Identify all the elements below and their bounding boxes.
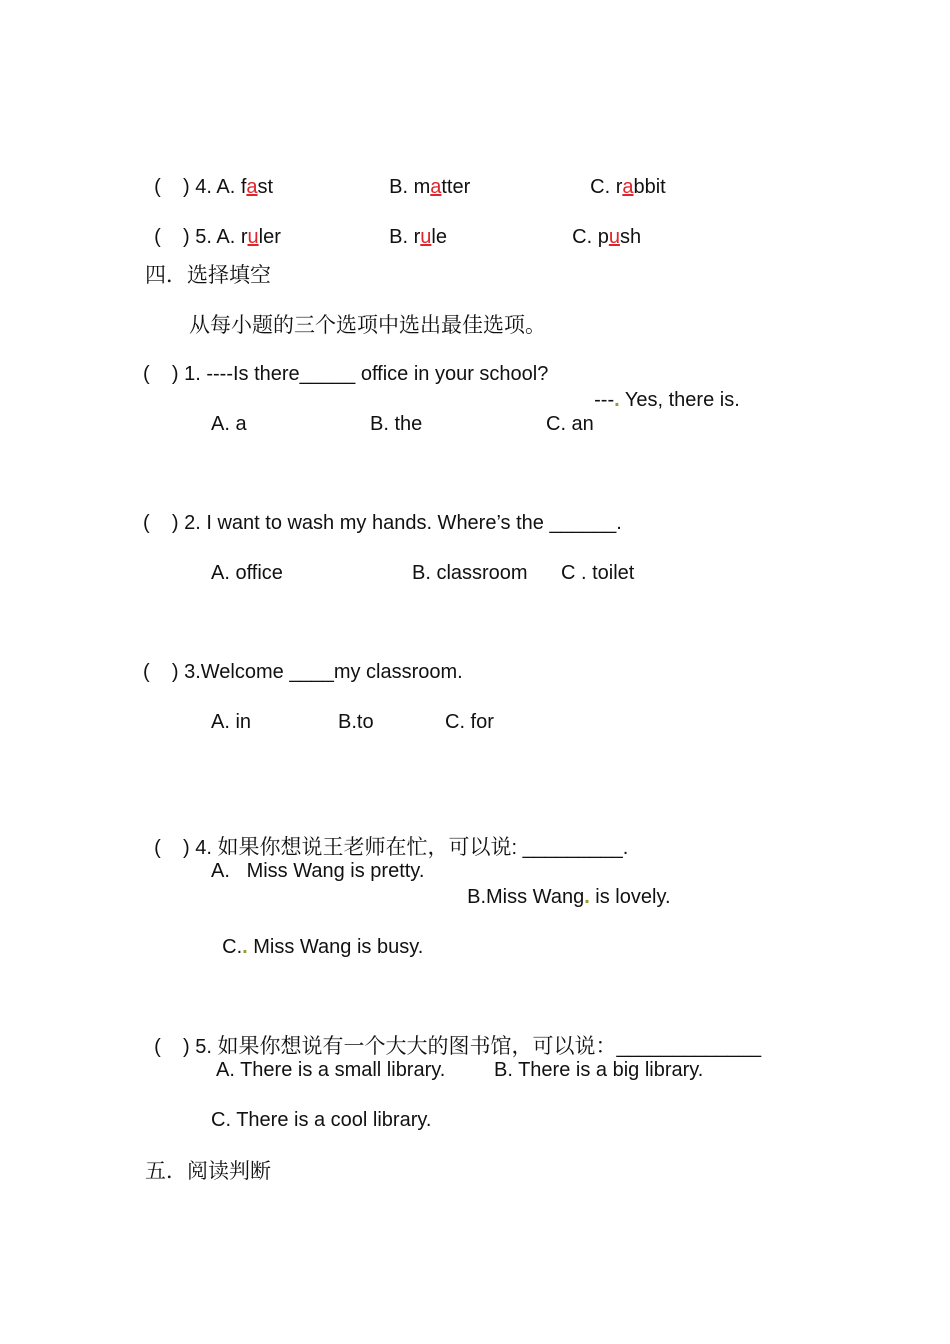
highlight-letter: u: [247, 226, 259, 248]
question-4-option-b: B.Miss Wang. is lovely.: [467, 886, 671, 908]
stray-dot: .: [242, 936, 248, 958]
phonics-option-b: B. rule: [389, 226, 447, 248]
phonics-question-5: ( ) 5. A. ruler: [154, 226, 281, 248]
question-3-option-a: A. in: [211, 711, 252, 733]
question-4-option-a: A. Miss Wang is pretty.: [211, 860, 425, 882]
question-1-reply: ---. Yes, there is.: [594, 389, 740, 411]
question-2-stem: ( ) 2. I want to wash my hands. Where’s the ______.: [143, 512, 622, 534]
highlight-letter: a: [622, 176, 634, 198]
question-2-option-a: A. office: [211, 562, 283, 584]
section-heading-5: 五．阅读判断: [145, 1159, 271, 1183]
phonics-option-c: C. rabbit: [590, 176, 666, 198]
question-3-option-b: B.to: [338, 711, 374, 733]
question-2-option-b: B. classroom: [412, 562, 528, 584]
question-3-option-c: C. for: [445, 711, 494, 733]
highlight-letter: a: [430, 176, 442, 198]
question-number: ( ) 4. A.: [154, 176, 241, 198]
section-instruction: 从每小题的三个选项中选出最佳选项。: [189, 313, 546, 337]
question-5-option-b: B. There is a big library.: [494, 1059, 704, 1081]
highlight-letter: u: [608, 226, 620, 248]
question-5-stem: ( ) 5. 如果你想说有一个大大的图书馆，可以说：_____________: [154, 1034, 762, 1058]
question-3-stem: ( ) 3.Welcome ____my classroom.: [143, 661, 463, 683]
stray-dot: .: [584, 886, 590, 908]
question-1-option-b: B. the: [370, 413, 423, 435]
question-number: ( ) 5. A.: [154, 226, 241, 248]
question-4-stem: ( ) 4. 如果你想说王老师在忙，可以说: _________.: [154, 835, 629, 859]
question-2-option-c: C . toilet: [561, 562, 635, 584]
question-1-stem: ( ) 1. ----Is there_____ office in your school?: [143, 363, 549, 385]
phonics-option-c: C. push: [572, 226, 642, 248]
stray-dot: .: [614, 389, 620, 411]
question-5-option-c: C. There is a cool library.: [211, 1109, 432, 1131]
question-1-option-c: C. an: [546, 413, 594, 435]
highlight-letter: a: [246, 176, 258, 198]
phonics-option-b: B. matter: [389, 176, 471, 198]
highlight-letter: u: [420, 226, 432, 248]
question-4-option-c: C.. Miss Wang is busy.: [222, 936, 424, 958]
question-1-option-a: A. a: [211, 413, 247, 435]
question-5-option-a: A. There is a small library.: [216, 1059, 446, 1081]
phonics-question-4: ( ) 4. A. fast: [154, 176, 274, 198]
section-heading-4: 四．选择填空: [145, 263, 271, 287]
